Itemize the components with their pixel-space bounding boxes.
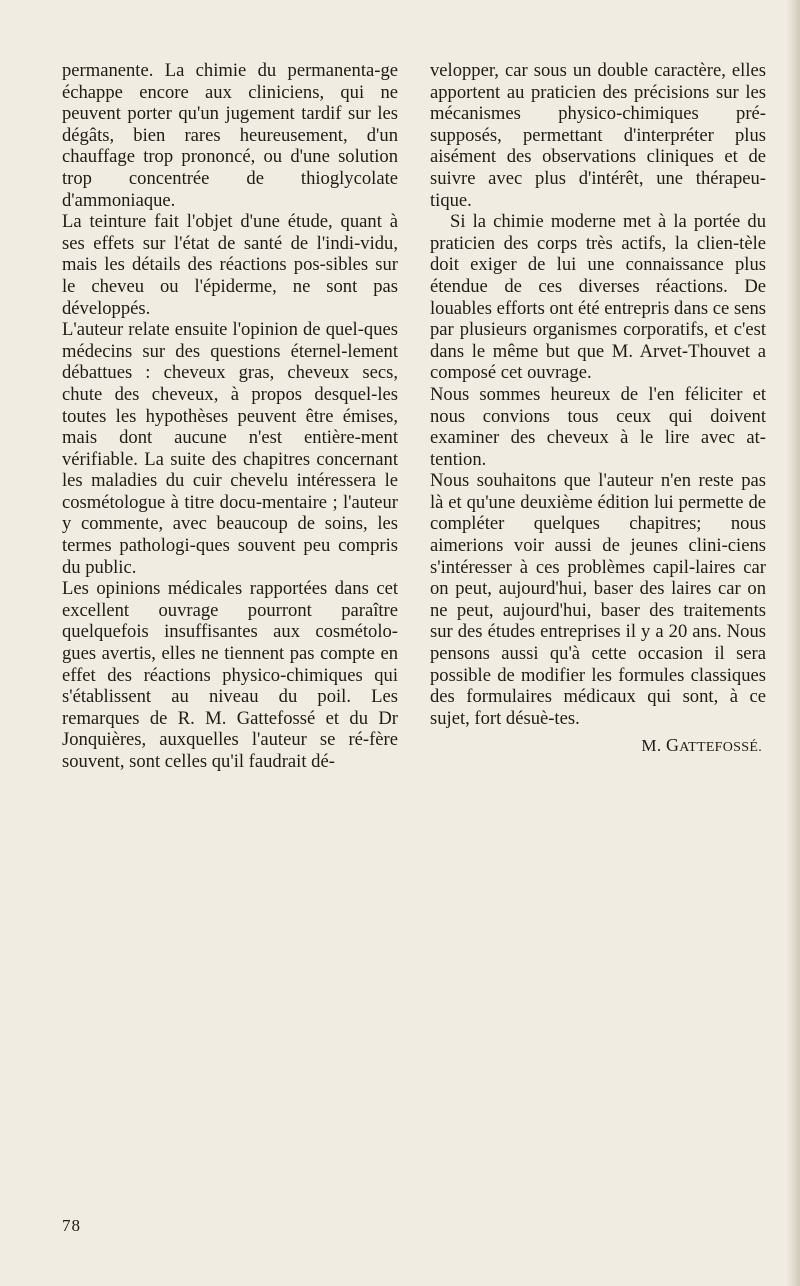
signature-initial: M. — [641, 736, 662, 756]
right-paragraph-3: Nous sommes heureux de l'en féliciter et nous convions tous ceux qui doivent examiner des cheveux à le lire avec at-tention. — [430, 383, 766, 470]
page-number: 78 — [62, 1216, 81, 1235]
right-paragraph-4: Nous souhaitons que l'auteur n'en reste pas là et qu'une deuxième édition lui permette de compléter quelques chapitres; nous aimerions voir aussi de jeunes clini-ciens s'intéresser à ces problèmes capil-laires car on peut, aujourd'hui, baser des laires car on ne peut, aujourd'hui, baser des traitements sur des études entreprises il y a 20 ans. Nous pensons aussi qu'à cette occasion il sera possible de modifier les formules classiques des formulaires médicaux qui sont, à ce sujet, fort désuè-tes. — [430, 470, 766, 729]
signature-name-first-letter: G — [665, 735, 680, 756]
left-text-column — [62, 60, 398, 773]
right-text-column — [430, 60, 766, 759]
page-edge-shadow — [786, 0, 800, 1286]
left-paragraph-2: La teinture fait l'objet d'une étude, quant à ses effets sur l'état de santé de l'indi-vidu, mais les détails des réactions pos-sibles sur le cheveu ou l'épiderme, ne sont pas développés. — [62, 211, 398, 319]
left-paragraph-3: L'auteur relate ensuite l'opinion de quel-ques médecins sur des questions éternel-lement débattues : cheveux gras, cheveux secs, chute des cheveux, à propos desquel-les toutes les hypothèses peuvent être émises, mais dont aucune n'est entière-ment vérifiable. La suite des chapitres concernant les maladies du cuir chevelu intéressera le cosmétologue à titre docu-mentaire ; l'auteur y commente, avec beaucoup de soins, les termes pathologi-ques souvent peu compris du public. — [62, 319, 398, 578]
left-paragraph-4: Les opinions médicales rapportées dans cet excellent ouvrage pourront paraître quelquefois insuffisantes aux cosmétolo-gues avertis, elles ne tiennent pas compte en effet des réactions physico-chimiques qui s'établissent au niveau du poil. Les remarques de R. M. Gattefossé et du Dr Jonquières, auxquelles l'auteur se ré-fère souvent, sont celles qu'il faudrait dé- — [62, 578, 398, 772]
left-paragraph-1: permanente. La chimie du permanenta-ge échappe encore aux cliniciens, qui ne peuvent porter qu'un jugement tardif sur les dégâts, bien rares heureusement, d'un chauffage trop prononcé, ou d'une solution trop concentrée de thioglycolate d'ammoniaque. — [62, 60, 398, 211]
right-paragraph-1: velopper, car sous un double caractère, elles apportent au praticien des précisions sur les mécanismes physico-chimiques pré-supposés, permettant d'interpréter plus aisément des observations cliniques et de suivre avec plus d'intérêt, une thérapeu-tique. — [430, 60, 766, 211]
author-signature — [430, 735, 766, 759]
right-paragraph-2: Si la chimie moderne met à la portée du praticien des corps très actifs, la clien-tèle doit exiger de lui une connaissance plus étendue de ces diverses réactions. De louables efforts ont été entrepris dans ce sens par plusieurs organismes corporatifs, et c'est dans le même but que M. Arvet-Thouvet a composé cet ouvrage. — [430, 211, 766, 384]
signature-name-rest: ATTEFOSSÉ. — [679, 740, 762, 756]
